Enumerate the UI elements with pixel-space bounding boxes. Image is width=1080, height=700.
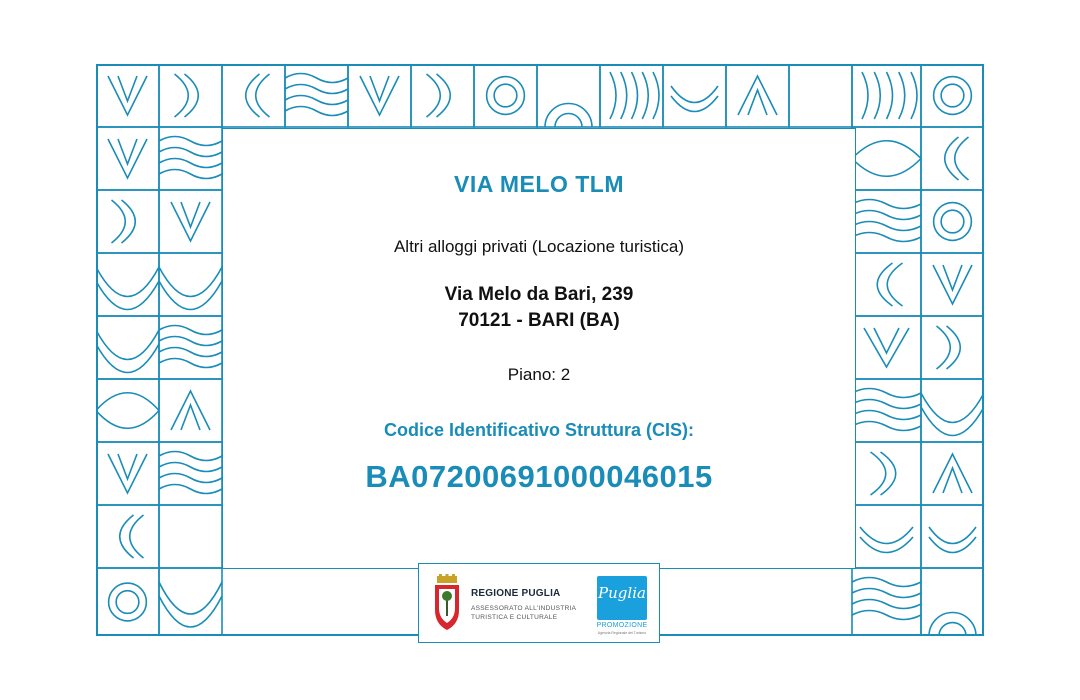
property-title: VIA MELO TLM	[454, 171, 624, 197]
regione-name: REGIONE PUGLIA	[471, 588, 561, 599]
regione-subtitle-1: ASSESSORATO ALL'INDUSTRIA	[471, 605, 577, 612]
agency-label: Agenzia Regionale del Turismo	[597, 631, 647, 635]
logo-box	[418, 563, 660, 643]
puglia-logo-word: Puglia	[598, 584, 646, 602]
info-panel	[222, 128, 856, 569]
puglia-logo	[597, 576, 647, 620]
regione-puglia-crest-icon	[429, 574, 465, 636]
cis-label: Codice Identificativo Struttura (CIS):	[383, 420, 695, 440]
regione-subtitle-2: TURISTICA E CULTURALE	[471, 614, 558, 621]
address-city: 70121 - BARI (BA)	[458, 310, 620, 331]
accommodation-type: Altri alloggi privati (Locazione turistica)	[393, 237, 685, 256]
cis-code: BA07200691000046015	[365, 459, 713, 494]
address-street: Via Melo da Bari, 239	[444, 284, 634, 305]
promozione-label: PROMOZIONE	[596, 622, 648, 629]
floor-info: Piano: 2	[507, 365, 571, 384]
